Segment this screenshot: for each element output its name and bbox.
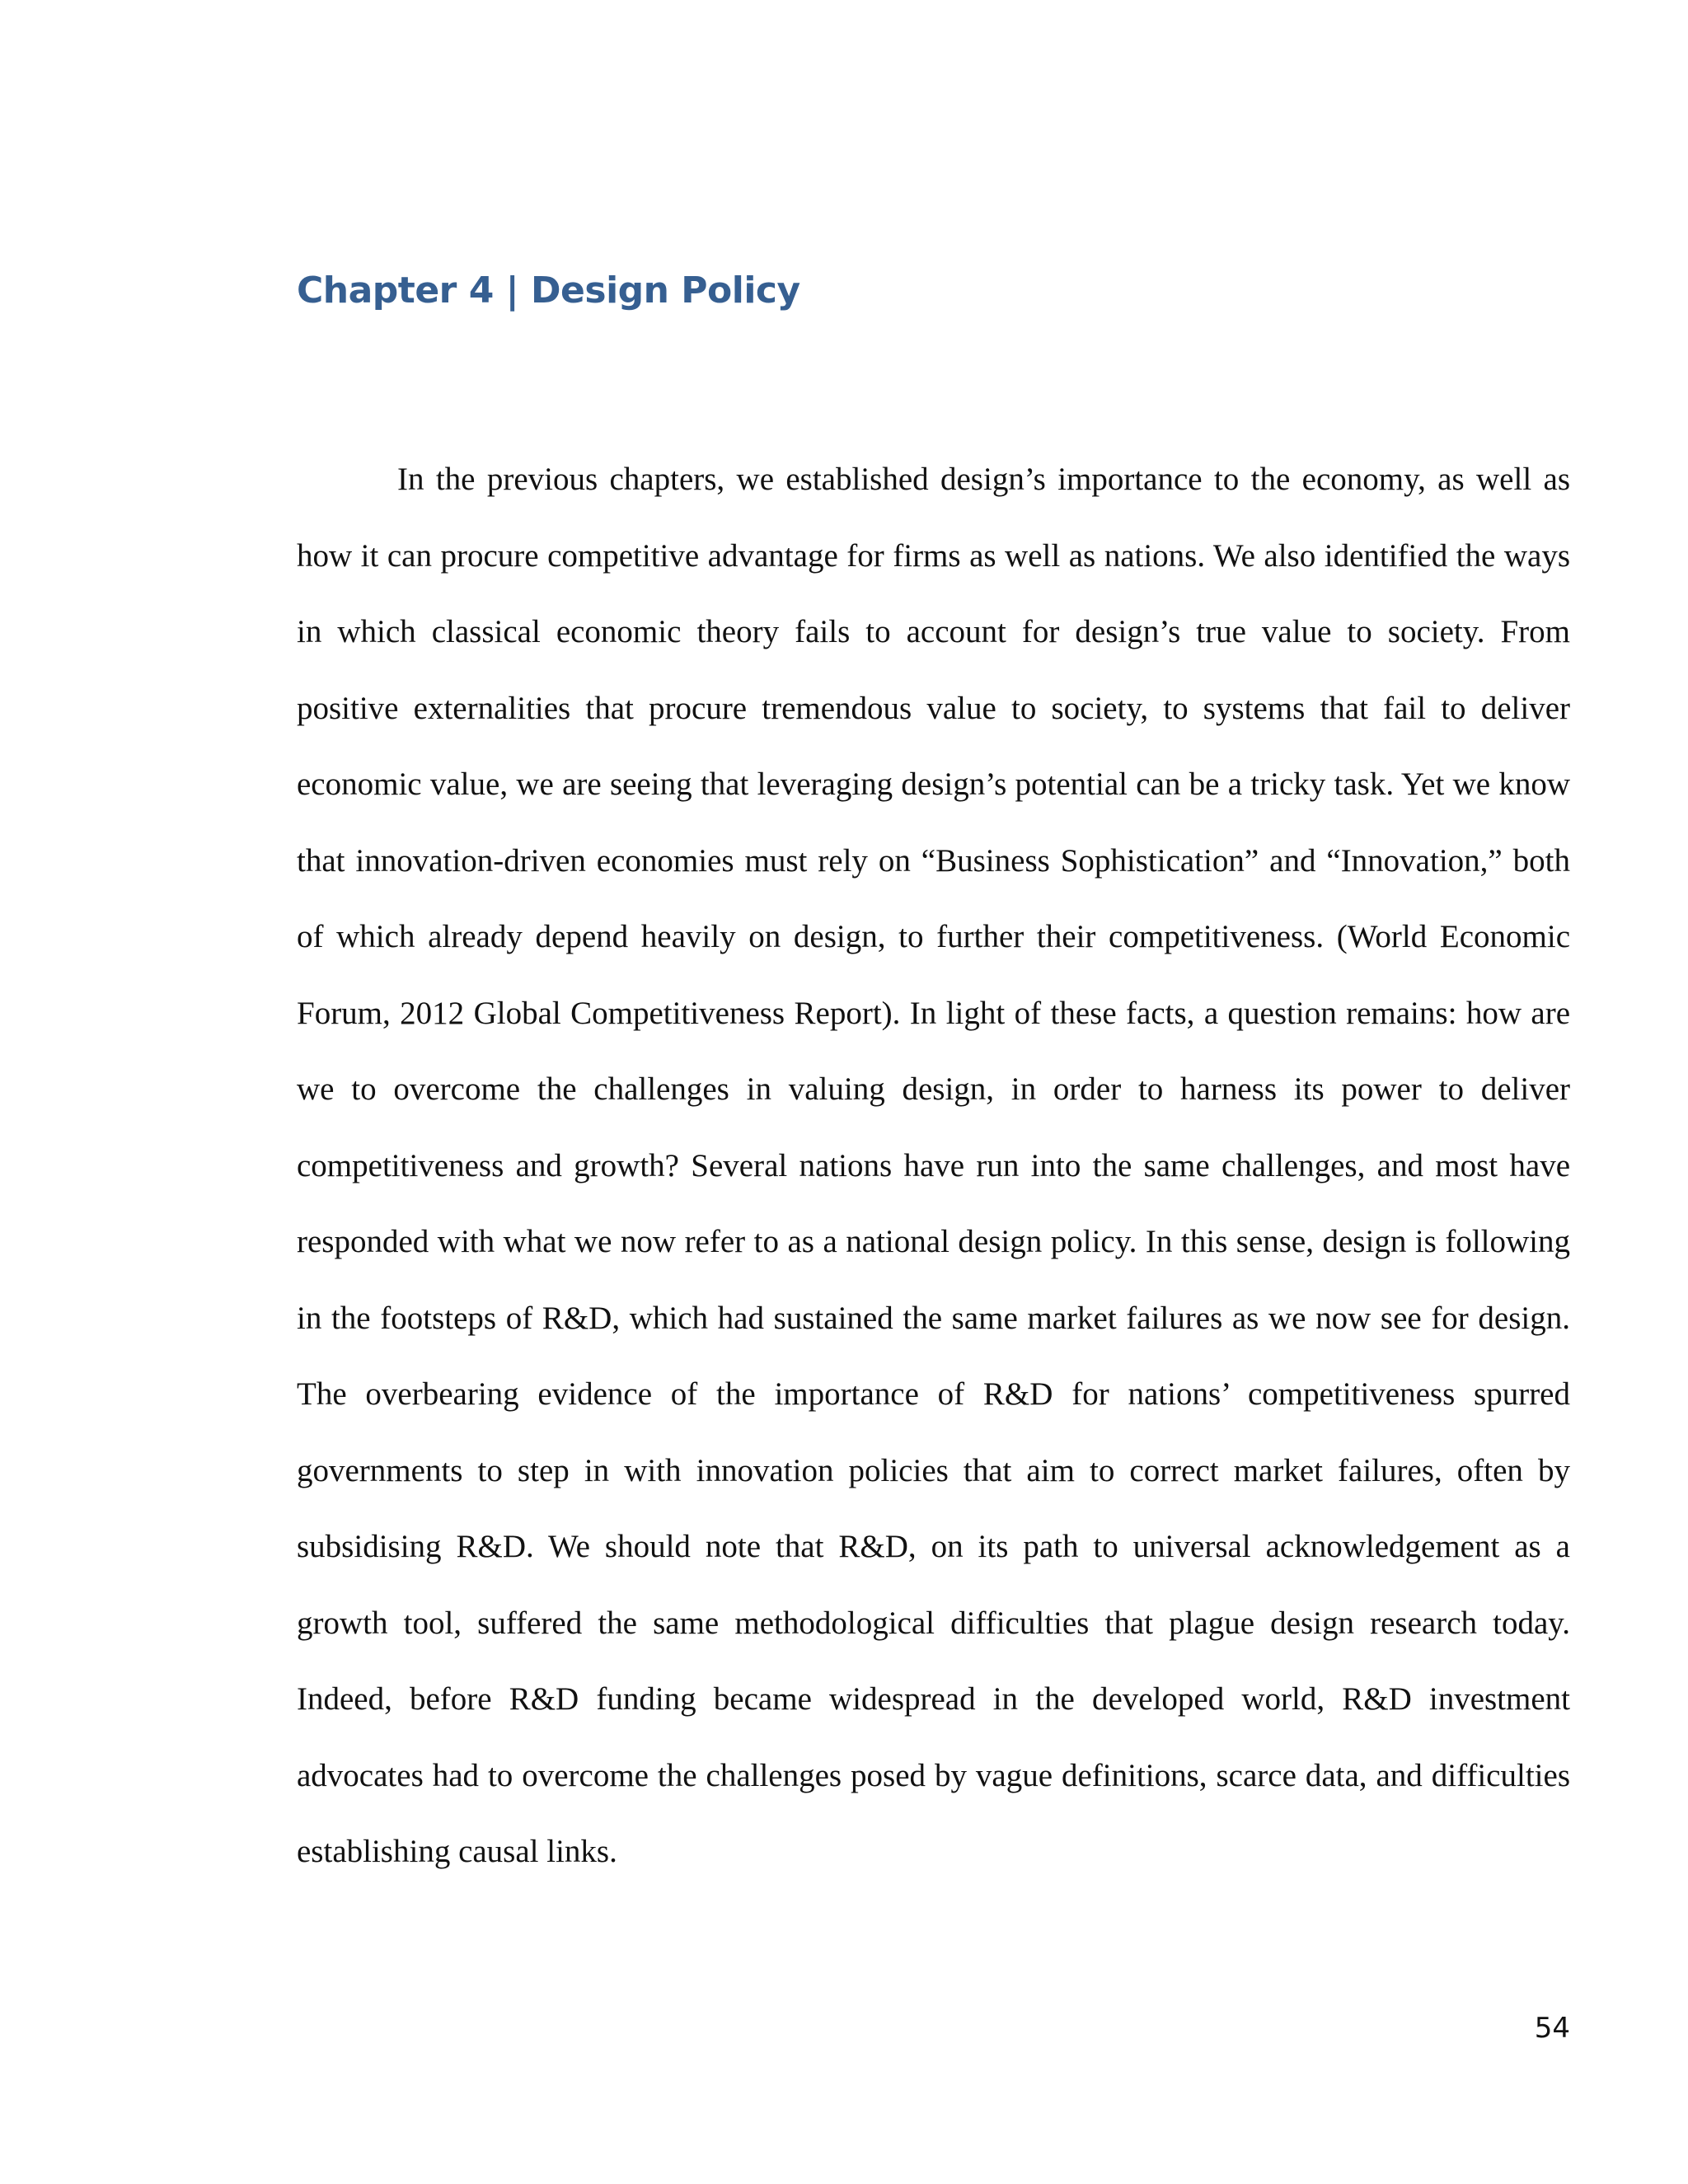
page-number: 54 (1534, 2012, 1570, 2045)
body-paragraph: In the previous chapters, we established design’s importance to the economy, as well as how it can procure competitive advantage for firms as well as nations. We also identified the ways in which classical economic theory fails to account for design’s true value to society. From positive externalities that procure tremendous value to society, to systems that fail to deliver economic value, we are seeing that leveraging design’s potential can be a tricky task. Yet we know that innovation-driven economies must rely on “Business Sophistication” and “Innovation,” both of which already depend heavily on design, to further their competitiveness. (World Economic Forum, 2012 Global Competitiveness Report). In light of these facts, a question remains: how are we to overcome the challenges in valuing design, in order to harness its power to deliver competitiveness and growth? Several nations have run into the same challenges, and most have responded with what we now refer to as a national design policy. In this sense, design is following in the footsteps of R&D, which had sustained the same market failures as we now see for design. The overbearing evidence of the importance of R&D for nations’ competitiveness spurred governments to step in with innovation policies that aim to correct market failures, often by subsidising R&D. We should note that R&D, on its path to universal acknowledgement as a growth tool, suffered the same methodological difficulties that plague design research today. Indeed, before R&D funding became widespread in the developed world, R&D investment advocates had to overcome the challenges posed by vague definitions, scarce data, and difficulties establishing causal links. (297, 462, 1570, 1869)
chapter-title: Chapter 4 | Design Policy (297, 269, 800, 312)
